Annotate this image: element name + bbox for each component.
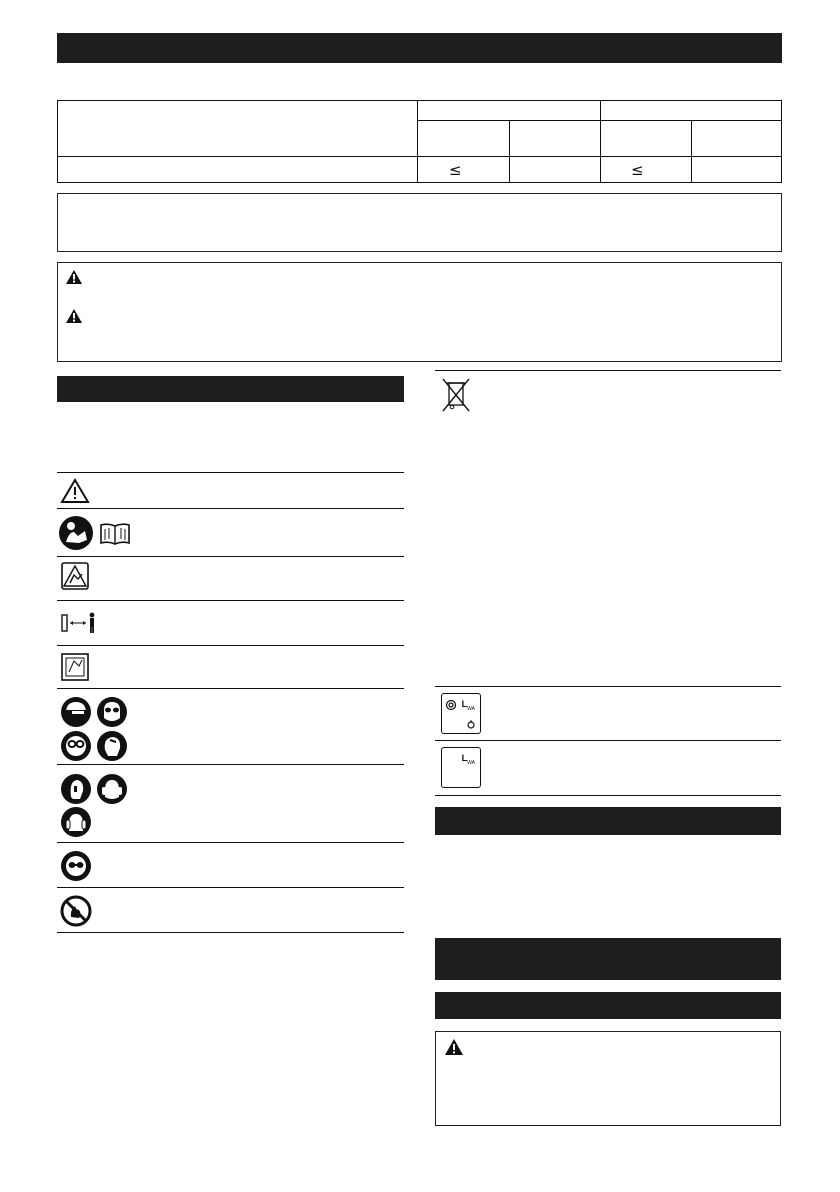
keep-distance-icon [60,611,102,635]
wheelie-bin-icon [441,377,471,413]
warning-triangle-icon [65,308,83,324]
earmuffs-icon [96,773,128,805]
thrown-object-icon [60,561,90,591]
spec-cell-le-2: ≤ [631,161,644,179]
section-heading-bar [435,807,781,835]
noise-level-blank-icon: $L_{WA}$ [441,747,481,788]
warning-triangle-icon [444,1038,464,1056]
warning-box [57,262,782,362]
hearing-protection-icon [60,773,92,805]
section-heading-bar-large [435,938,781,980]
helmet-visor-icon [60,696,92,728]
warning-triangle-icon [65,269,83,285]
symbols-heading-bar [57,376,404,402]
section-heading-bar [435,992,781,1019]
manual-book-icon [99,522,131,546]
ear-protection-icon [60,806,92,838]
read-manual-icon [57,514,95,552]
safety-goggles-icon [60,730,92,762]
no-fire-icon [60,895,92,927]
warning-triangle-icon [60,478,90,504]
spec-cell-le-1: ≤ [449,161,462,179]
guide-card-icon [60,652,90,682]
head-protection-icon [96,730,128,762]
face-mask-icon [96,696,128,728]
eye-protection-icon [60,850,92,882]
warning-box-right [435,1031,781,1126]
section-header-bar [57,33,782,63]
noise-level-icon: $L_{WA}$ [441,693,481,734]
spec-table [57,100,782,183]
note-box [57,193,782,252]
